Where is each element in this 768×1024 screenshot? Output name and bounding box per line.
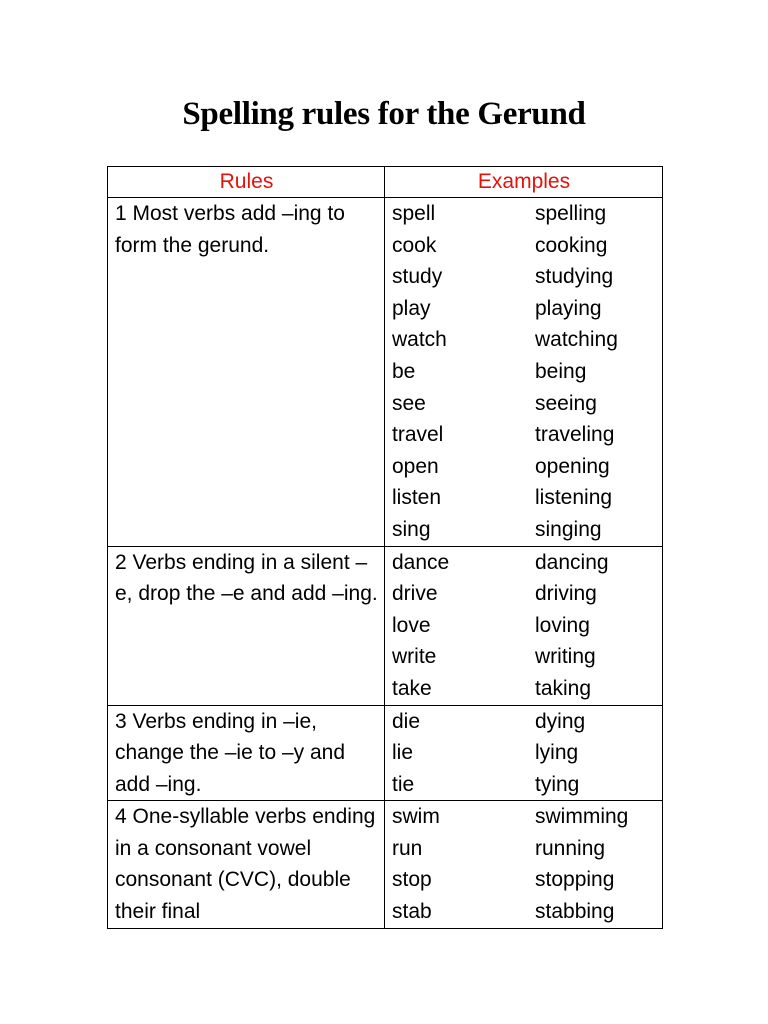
example-gerund: singing bbox=[535, 517, 602, 541]
example-base-verb: travel bbox=[392, 423, 444, 447]
examples-cell bbox=[385, 546, 663, 705]
example-pair bbox=[392, 578, 656, 610]
rule-cell bbox=[108, 198, 385, 547]
example-gerund: opening bbox=[535, 454, 610, 478]
example-base-verb: listen bbox=[392, 486, 442, 510]
example-gerund: seeing bbox=[535, 391, 597, 415]
example-base-verb: play bbox=[392, 296, 431, 320]
example-base-verb: lie bbox=[392, 741, 414, 765]
examples-cell bbox=[385, 705, 663, 801]
example-gerund: lying bbox=[535, 741, 579, 765]
example-pair bbox=[392, 610, 656, 642]
spelling-rules-table bbox=[107, 166, 663, 929]
example-pair bbox=[392, 673, 656, 705]
example-gerund: stopping bbox=[535, 868, 615, 892]
example-base-verb: spell bbox=[392, 202, 436, 225]
example-base-verb: cook bbox=[392, 233, 437, 257]
example-pair bbox=[392, 230, 656, 262]
example-gerund: running bbox=[535, 836, 606, 860]
rule-cell bbox=[108, 546, 385, 705]
example-gerund: spelling bbox=[535, 202, 607, 225]
example-pair bbox=[392, 451, 656, 483]
example-base-verb: drive bbox=[392, 582, 438, 606]
example-base-verb: see bbox=[392, 391, 426, 415]
example-gerund: studying bbox=[535, 265, 614, 289]
example-base-verb: swim bbox=[392, 805, 440, 829]
example-base-verb: stab bbox=[392, 900, 432, 924]
example-gerund: stabbing bbox=[535, 900, 615, 924]
rule-text: 2 Verbs ending in a silent –e, drop the –e and add –ing. bbox=[115, 550, 378, 606]
rule-text: 1 Most verbs add –ing to form the gerund. bbox=[115, 202, 345, 257]
example-pair bbox=[392, 737, 656, 769]
example-base-verb: die bbox=[392, 709, 421, 733]
example-base-verb: open bbox=[392, 454, 439, 478]
example-gerund: dancing bbox=[535, 550, 609, 574]
document-title: Spelling rules for the Gerund bbox=[182, 96, 586, 132]
example-base-verb: dance bbox=[392, 550, 450, 574]
example-pair bbox=[392, 547, 656, 579]
example-base-verb: tie bbox=[392, 772, 415, 796]
example-pair bbox=[392, 198, 656, 230]
table-row bbox=[108, 705, 663, 801]
example-pair bbox=[392, 896, 656, 928]
example-pair bbox=[392, 864, 656, 896]
column-header-examples: Examples bbox=[385, 167, 663, 198]
table-row bbox=[108, 198, 663, 547]
table-row bbox=[108, 801, 663, 928]
example-pair bbox=[392, 356, 656, 388]
table-header-row bbox=[108, 167, 663, 198]
examples-cell bbox=[385, 801, 663, 928]
example-base-verb: run bbox=[392, 836, 423, 860]
example-pair bbox=[392, 293, 656, 325]
example-gerund: being bbox=[535, 359, 587, 383]
example-base-verb: be bbox=[392, 359, 416, 383]
table-body bbox=[108, 198, 663, 929]
example-pair bbox=[392, 514, 656, 546]
example-gerund: swimming bbox=[535, 805, 629, 829]
example-base-verb: love bbox=[392, 613, 431, 637]
example-base-verb: sing bbox=[392, 517, 431, 541]
example-base-verb: watch bbox=[392, 328, 447, 352]
example-gerund: loving bbox=[535, 613, 590, 637]
rule-cell bbox=[108, 705, 385, 801]
example-base-verb: write bbox=[392, 645, 437, 669]
column-header-rules: Rules bbox=[108, 167, 385, 198]
example-base-verb: take bbox=[392, 676, 432, 700]
examples-cell bbox=[385, 198, 663, 547]
example-gerund: driving bbox=[535, 582, 597, 606]
example-gerund: taking bbox=[535, 676, 592, 700]
example-pair bbox=[392, 801, 656, 833]
example-pair bbox=[392, 706, 656, 738]
example-pair bbox=[392, 419, 656, 451]
example-gerund: watching bbox=[535, 328, 618, 352]
example-base-verb: study bbox=[392, 265, 443, 289]
example-base-verb: stop bbox=[392, 868, 432, 892]
example-gerund: tying bbox=[535, 772, 580, 796]
example-pair bbox=[392, 769, 656, 801]
example-gerund: dying bbox=[535, 709, 586, 733]
example-pair bbox=[392, 324, 656, 356]
example-gerund: traveling bbox=[535, 423, 615, 447]
example-gerund: cooking bbox=[535, 233, 608, 257]
rule-text: 3 Verbs ending in –ie, change the –ie to –y and add –ing. bbox=[115, 709, 346, 796]
example-pair bbox=[392, 641, 656, 673]
example-gerund: writing bbox=[535, 645, 596, 669]
rule-cell bbox=[108, 801, 385, 928]
example-gerund: listening bbox=[535, 486, 613, 510]
table-row bbox=[108, 546, 663, 705]
rule-text: 4 One-syllable verbs ending in a consonant vowel consonant (CVC), double their final bbox=[115, 805, 376, 924]
example-pair bbox=[392, 261, 656, 293]
example-pair bbox=[392, 833, 656, 865]
example-pair bbox=[392, 482, 656, 514]
example-pair bbox=[392, 388, 656, 420]
example-gerund: playing bbox=[535, 296, 602, 320]
